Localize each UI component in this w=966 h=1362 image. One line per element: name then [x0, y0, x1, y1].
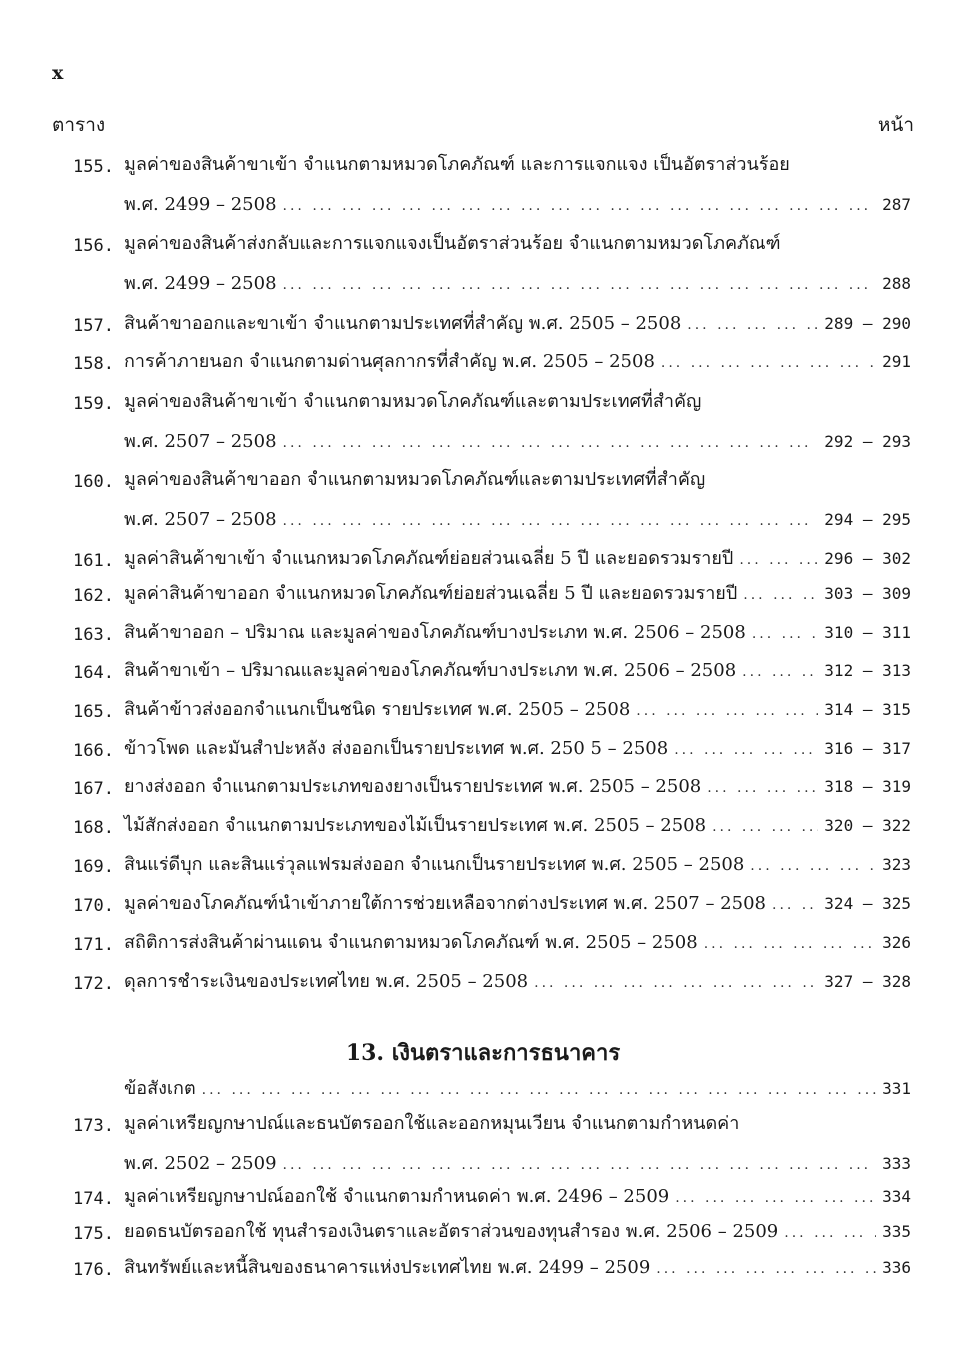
entry-title: มูลค่าสินค้าขาออก จำแนกหมวดโภคภัณฑ์ย่อยส่วนเฉลี่ย 5 ปี และยอดรวมรายปี: [124, 583, 738, 604]
toc-entry: [0, 350, 966, 386]
dot-leader: [534, 971, 818, 995]
entry-title: การค้าภายนอก จำแนกตามด่านศุลกากรที่สำคัญ พ.ศ. 2505 – 2508: [124, 351, 655, 372]
toc-entry: [0, 390, 966, 470]
entry-number: 161.: [73, 551, 114, 571]
entry-title: ไม้สักส่งออก จำแนกตามประเภทของไม้เป็นรายประเทศ พ.ศ. 2505 – 2508: [124, 815, 707, 836]
dot-leader: [675, 1186, 876, 1210]
dot-leader: [752, 622, 818, 646]
dot-leader: [743, 583, 818, 607]
entry-title: สินทรัพย์และหนี้สินของธนาคารแห่งประเทศไทย พ.ศ. 2499 – 2509: [124, 1257, 651, 1278]
entry-title: มูลค่าสินค้าขาเข้า จำแนกหมวดโภคภัณฑ์ย่อยส่วนเฉลี่ย 5 ปี และยอดรวมรายปี: [124, 548, 734, 569]
entry-title: ยอดธนบัตรออกใช้ ทุนสำรองเงินตราและอัตราส่วนของทุนสำรอง พ.ศ. 2506 – 2509: [124, 1221, 779, 1242]
entry-title: ยางส่งออก จำแนกตามประเภทของยางเป็นรายประเทศ พ.ศ. 2505 – 2508: [124, 776, 702, 797]
entry-page: 287: [882, 195, 911, 214]
entry-title: มูลค่าของสินค้าขาออก จำแนกตามหมวดโภคภัณฑ์และตามประเทศที่สำคัญ: [124, 469, 706, 490]
entry-title: ดุลการชำระเงินของประเทศไทย พ.ศ. 2505 – 2508: [124, 971, 529, 992]
entry-number: 175.: [73, 1224, 114, 1244]
entry-page: 294 – 295: [824, 510, 911, 529]
entry-number: 174.: [73, 1189, 114, 1209]
dot-leader: [772, 893, 818, 917]
dot-leader: [283, 194, 877, 218]
toc-entry: [0, 737, 966, 773]
entry-number: 165.: [73, 702, 114, 722]
dot-leader: [283, 273, 877, 297]
entry-page: 289 – 290: [824, 314, 911, 333]
toc-entry: [0, 153, 966, 233]
entry-title: มูลค่าของสินค้าขาเข้า จำแนกตามหมวดโภคภัณฑ์และตามประเทศที่สำคัญ: [124, 391, 702, 412]
entry-number: 160.: [73, 472, 114, 492]
entry-title: สินแร่ดีบุก และสินแร่วุลแฟรมส่งออก จำแนกเป็นรายประเทศ พ.ศ. 2505 – 2508: [124, 854, 745, 875]
entry-page: 316 – 317: [824, 739, 911, 758]
entry-number: 156.: [73, 236, 114, 256]
entry-page: 334: [882, 1187, 911, 1206]
entry-page: 291: [882, 352, 911, 371]
entry-page: 333: [882, 1154, 911, 1173]
dot-leader: [283, 509, 819, 533]
entry-page: 292 – 293: [824, 432, 911, 451]
entry-title-continuation: พ.ศ. 2499 – 2508: [124, 273, 277, 294]
entry-page: 303 – 309: [824, 584, 911, 603]
entry-number: 173.: [73, 1116, 114, 1136]
entry-title: มูลค่าเหรียญกษาปณ์และธนบัตรออกใช้และออกหมุนเวียน จำแนกตามกำหนดค่า: [124, 1113, 740, 1134]
dot-leader: [712, 815, 818, 839]
toc-entry: [0, 698, 966, 734]
entry-page: 326: [882, 933, 911, 952]
entry-number: 176.: [73, 1260, 114, 1280]
dot-leader: [656, 1257, 876, 1281]
toc-entry: [0, 931, 966, 967]
toc-entry: [0, 1185, 966, 1221]
dot-leader: [283, 431, 819, 455]
toc-entry: [0, 814, 966, 850]
entry-title: มูลค่าของสินค้าขาเข้า จำแนกตามหมวดโภคภัณฑ์ และการแจกแจง เป็นอัตราส่วนร้อย: [124, 154, 790, 175]
toc-entry: [0, 1077, 966, 1113]
section-title: 13. เงินตราและการธนาคาร: [345, 1040, 621, 1066]
entry-title: สินค้าข้าวส่งออกจำแนกเป็นชนิด รายประเทศ พ.ศ. 2505 – 2508: [124, 699, 631, 720]
entry-page: 327 – 328: [824, 972, 911, 991]
entry-title: สินค้าขาออก – ปริมาณ และมูลค่าของโภคภัณฑ์บางประเภท พ.ศ. 2506 – 2508: [124, 622, 746, 643]
dot-leader: [784, 1221, 876, 1245]
toc-entry: [0, 659, 966, 695]
dot-leader: [742, 660, 818, 684]
entry-number: 163.: [73, 625, 114, 645]
toc-entry: [0, 853, 966, 889]
entry-title: ข้าวโพด และมันสำปะหลัง ส่งออกเป็นรายประเทศ พ.ศ. 250 5 – 2508: [124, 738, 669, 759]
toc-entry: [0, 312, 966, 348]
entry-number: 169.: [73, 857, 114, 877]
entry-page: 312 – 313: [824, 661, 911, 680]
entry-number: 157.: [73, 316, 114, 336]
dot-leader: [707, 776, 818, 800]
toc-entry: [0, 232, 966, 312]
entry-number: 170.: [73, 896, 114, 916]
toc-entry: [0, 892, 966, 928]
entry-page: 335: [882, 1222, 911, 1241]
dot-leader: [750, 854, 876, 878]
entry-title-continuation: พ.ศ. 2499 – 2508: [124, 194, 277, 215]
entry-page: 318 – 319: [824, 777, 911, 796]
entry-page: 336: [882, 1258, 911, 1277]
toc-entry: [0, 1220, 966, 1256]
entry-number: 158.: [73, 354, 114, 374]
entry-number: 155.: [73, 157, 114, 177]
dot-leader: [739, 548, 818, 572]
entry-title-continuation: พ.ศ. 2507 – 2508: [124, 509, 277, 530]
entry-page: 331: [882, 1079, 911, 1098]
entry-number: 167.: [73, 779, 114, 799]
entry-number: 172.: [73, 974, 114, 994]
toc-entry: [0, 621, 966, 657]
dot-leader: [636, 699, 818, 723]
entry-page: 288: [882, 274, 911, 293]
toc-entry: [0, 1112, 966, 1192]
entry-page: 310 – 311: [824, 623, 911, 642]
toc-entry: [0, 468, 966, 548]
entry-page: 323: [882, 855, 911, 874]
entry-number: 168.: [73, 818, 114, 838]
column-header-page: หน้า: [877, 114, 914, 136]
entry-title: มูลค่าของโภคภัณฑ์นำเข้าภายใต้การช่วยเหลือจากต่างประเทศ พ.ศ. 2507 – 2508: [124, 893, 766, 914]
entry-number: 166.: [73, 741, 114, 761]
page-number: x: [52, 62, 64, 84]
entry-title: สินค้าขาออกและขาเข้า จำแนกตามประเทศที่สำคัญ พ.ศ. 2505 – 2508: [124, 313, 682, 334]
toc-entry: [0, 775, 966, 811]
entry-title: มูลค่าเหรียญกษาปณ์ออกใช้ จำแนกตามกำหนดค่า พ.ศ. 2496 – 2509: [124, 1186, 670, 1207]
entry-number: 159.: [73, 394, 114, 414]
entry-title: ข้อสังเกต: [124, 1078, 196, 1099]
entry-title-continuation: พ.ศ. 2507 – 2508: [124, 431, 277, 452]
toc-entry: [0, 970, 966, 1006]
entry-page: 296 – 302: [824, 549, 911, 568]
entry-number: 164.: [73, 663, 114, 683]
entry-title: สินค้าขาเข้า – ปริมาณและมูลค่าของโภคภัณฑ์บางประเภท พ.ศ. 2506 – 2508: [124, 660, 737, 681]
dot-leader: [687, 313, 818, 337]
dot-leader: [674, 738, 818, 762]
toc-entry: [0, 547, 966, 583]
dot-leader: [283, 1153, 877, 1177]
entry-page: 324 – 325: [824, 894, 911, 913]
dot-leader: [202, 1078, 876, 1102]
entry-page: 320 – 322: [824, 816, 911, 835]
column-header-table: ตาราง: [52, 114, 106, 136]
dot-leader: [661, 351, 876, 375]
entry-title: สถิติการส่งสินค้าผ่านแดน จำแนกตามหมวดโภคภัณฑ์ พ.ศ. 2505 – 2508: [124, 932, 698, 953]
dot-leader: [704, 932, 876, 956]
entry-page: 314 – 315: [824, 700, 911, 719]
entry-title: มูลค่าของสินค้าส่งกลับและการแจกแจงเป็นอัตราส่วนร้อย จำแนกตามหมวดโภคภัณฑ์: [124, 233, 781, 254]
entry-number: 162.: [73, 586, 114, 606]
toc-entry: [0, 582, 966, 618]
toc-entry: [0, 1256, 966, 1292]
entry-number: 171.: [73, 935, 114, 955]
entry-title-continuation: พ.ศ. 2502 – 2509: [124, 1153, 277, 1174]
